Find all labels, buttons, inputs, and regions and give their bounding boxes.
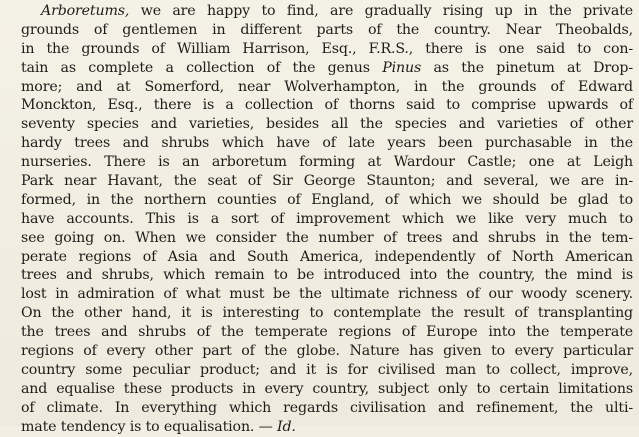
text-line (21, 59, 633, 78)
text-line: seventy species and varieties, besides all the species and varieties of other (21, 116, 633, 133)
text-line: formed, in the northern counties of England, of which we should be glad to (21, 191, 633, 208)
text-line: nurseries. There is an arboretum forming at Wardour Castle; one at Leigh (21, 154, 633, 171)
text-line: and equalise these products in every country, subject only to certain limitations (21, 380, 633, 397)
text-line: Park near Havant, the seat of Sir George Staunton; and several, we are in- (21, 173, 633, 190)
text-line: see going on. When we consider the number of trees and shrubs in the tem- (21, 229, 633, 246)
text-line: trees and shrubs, which remain to be introduced into the country, the mind is (21, 267, 633, 284)
body-paragraph (21, 2, 633, 436)
text-line: country some peculiar product; and it is for civilised man to collect, improve, (21, 361, 633, 378)
line-text: tain as complete a collection of the genus (21, 59, 383, 76)
text-line: hardy trees and shrubs which have of late years been purchasable in the (21, 135, 633, 152)
italic-term: Arboretums, (41, 3, 130, 19)
text-line (21, 2, 633, 21)
italic-term: Pinus (382, 59, 422, 76)
text-line: the trees and shrubs of the temperate regions of Europe into the temperate (21, 324, 633, 341)
text-line: of climate. In everything which regards civilisation and refinement, the ulti- (21, 399, 633, 416)
text-line: grounds of gentlemen in different parts of the country. Near Theobalds, (21, 21, 633, 38)
text-line: On the other hand, it is interesting to contemplate the result of transplanting (21, 305, 633, 322)
italic-term: Id. (277, 418, 296, 435)
text-line: more; and at Somerford, near Wolverhampton, in the grounds of Edward (21, 78, 633, 95)
line-text: we are happy to find, are gradually rising up in the private (129, 3, 633, 19)
text-line: perate regions of Asia and South America, independently of North American (21, 248, 633, 265)
text-line (21, 418, 633, 437)
line-text: as the pinetum at Drop- (421, 59, 633, 76)
text-line: regions of every other part of the globe. Nature has given to every particular (21, 343, 633, 360)
text-line: have accounts. This is a sort of improvement which we like very much to (21, 210, 633, 227)
text-line: Monckton, Esq., there is a collection of thorns said to comprise upwards of (21, 97, 633, 114)
line-text: mate tendency is to equalisation. — (21, 418, 278, 435)
text-line: lost in admiration of what must be the ultimate richness of our woody scenery. (21, 286, 633, 303)
text-line: in the grounds of William Harrison, Esq., F.R.S., there is one said to con- (21, 40, 633, 57)
